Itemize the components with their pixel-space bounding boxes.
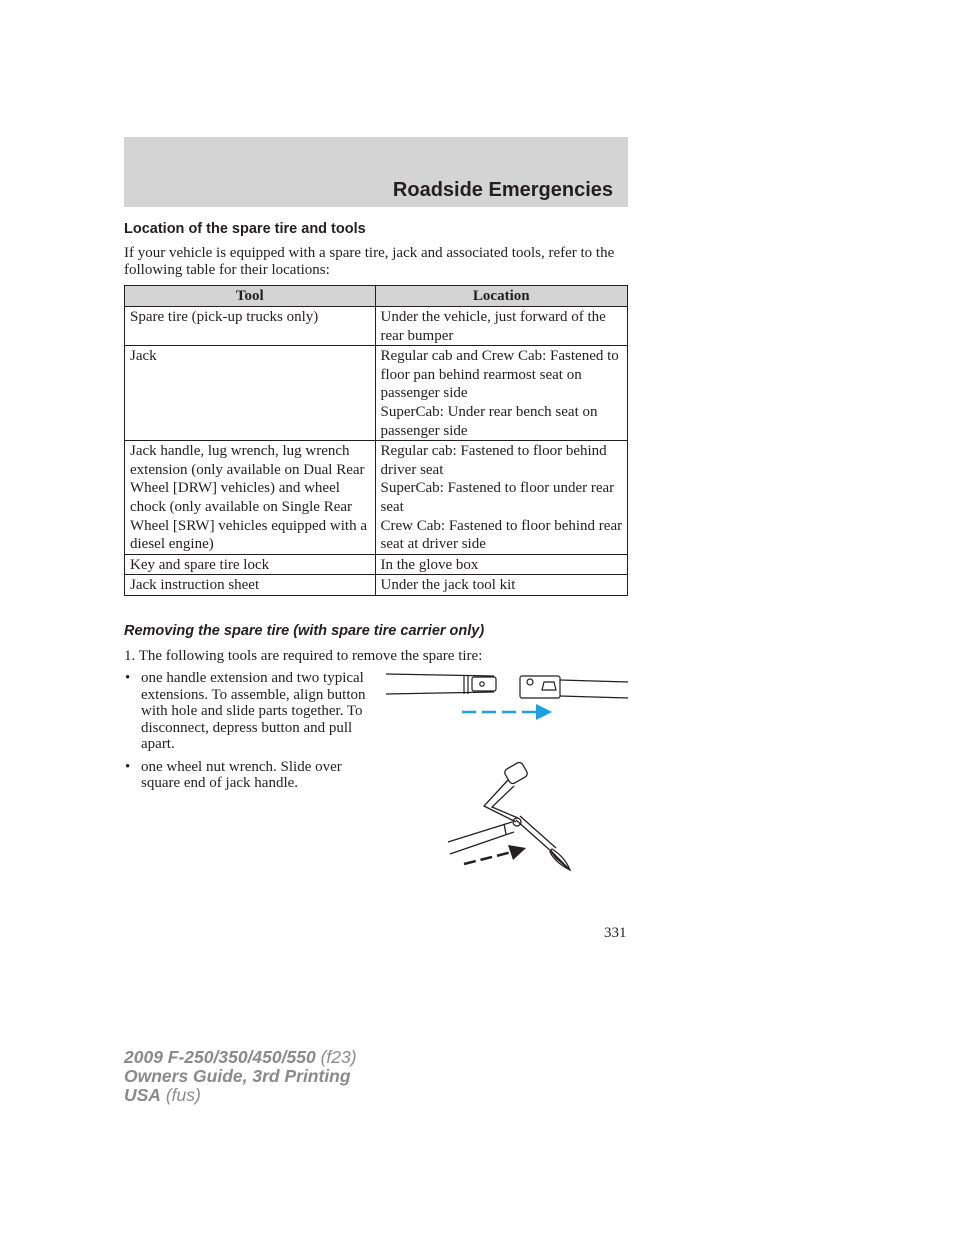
- tool-cell: [125, 346, 376, 441]
- cell-text: In the glove box: [380, 556, 479, 573]
- cell-text: Jack: [130, 348, 157, 365]
- cell-text: Regular cab and Crew Cab: Fastened to floor pan behind rearmost seat on passenger side: [380, 348, 619, 402]
- cell-text: Jack instruction sheet: [130, 577, 260, 594]
- intro-paragraph: If your vehicle is equipped with a spare tire, jack and associated tools, refer to the following table for their locations:: [124, 245, 615, 278]
- bullet-icon: •: [125, 670, 131, 686]
- arrow-head-icon: [508, 845, 526, 860]
- tool-cell: [125, 575, 376, 596]
- table-row: [125, 307, 628, 346]
- arrow-head-icon: [536, 704, 552, 720]
- footer-edition: Owners Guide, 3rd Printing: [124, 1066, 351, 1086]
- removing-spare-heading: Removing the spare tire (with spare tire carrier only): [124, 623, 485, 639]
- cell-text: Spare tire (pick-up trucks only): [130, 309, 319, 325]
- page-number: 331: [604, 925, 627, 941]
- footer-line-2: [124, 1067, 357, 1086]
- section-heading: Location of the spare tire and tools: [124, 221, 366, 237]
- footer-line-3: [124, 1086, 357, 1105]
- column-header-tool: Tool: [125, 286, 376, 307]
- wheel-nut-wrench-illustration: [444, 760, 578, 876]
- table-header-row: [125, 286, 628, 307]
- step-1: 1. The following tools are required to remove the spare tire:: [124, 648, 483, 664]
- tools-location-table: [124, 285, 628, 596]
- table-row: [125, 346, 628, 441]
- footer-line-1: [124, 1048, 357, 1067]
- location-cell: [375, 307, 628, 346]
- location-cell: [375, 346, 628, 441]
- list-item: [124, 759, 374, 792]
- direction-arrow-shaft: [464, 852, 512, 864]
- footer-model-code: (f23): [320, 1047, 357, 1067]
- document-footer: [124, 1048, 357, 1105]
- cell-text: Key and spare tire lock: [130, 556, 270, 573]
- handle-extension-illustration: [384, 668, 628, 726]
- chapter-title: Roadside Emergencies: [392, 179, 613, 201]
- cell-text: Under the jack tool kit: [380, 577, 516, 594]
- list-item: [124, 670, 374, 753]
- chapter-header-bar: [124, 137, 628, 207]
- list-item-text: one wheel nut wrench. Slide over square end of jack handle.: [141, 758, 342, 791]
- column-header-location: Location: [375, 286, 628, 307]
- cell-text: Under the vehicle, just forward of the rear bumper: [380, 309, 606, 344]
- cell-text: Crew Cab: Fastened to floor behind rear seat at driver side: [380, 517, 623, 553]
- table-row: [125, 554, 628, 575]
- bullet-icon: •: [125, 758, 131, 775]
- tool-cell: [125, 554, 376, 575]
- bullet-list: [124, 670, 374, 792]
- list-item-text: one handle extension and two typical extensions. To assemble, align button with hole and slide parts together. To disconnect, depress button and pull apart.: [141, 670, 366, 752]
- tool-cell: [125, 441, 376, 555]
- cell-text: Jack handle, lug wrench, lug wrench extension (only available on Dual Rear Wheel [DRW] vehicles) and wheel chock (only available on Single Rear Wheel [SRW] vehicles equipped with a diesel engine): [130, 443, 368, 553]
- footer-market: USA: [124, 1085, 161, 1105]
- cell-text: SuperCab: Under rear bench seat on passenger side: [380, 403, 598, 439]
- footer-model: 2009 F-250/350/450/550: [124, 1047, 316, 1067]
- table-row: [125, 441, 628, 555]
- location-cell: [375, 441, 628, 555]
- table-row: [125, 575, 628, 596]
- tool-cell: [125, 307, 376, 346]
- location-cell: [375, 575, 628, 596]
- footer-market-code: (fus): [165, 1085, 201, 1105]
- location-cell: [375, 554, 628, 575]
- cell-text: Regular cab: Fastened to floor behind driver seat: [380, 443, 607, 478]
- cell-text: SuperCab: Fastened to floor under rear seat: [380, 480, 615, 515]
